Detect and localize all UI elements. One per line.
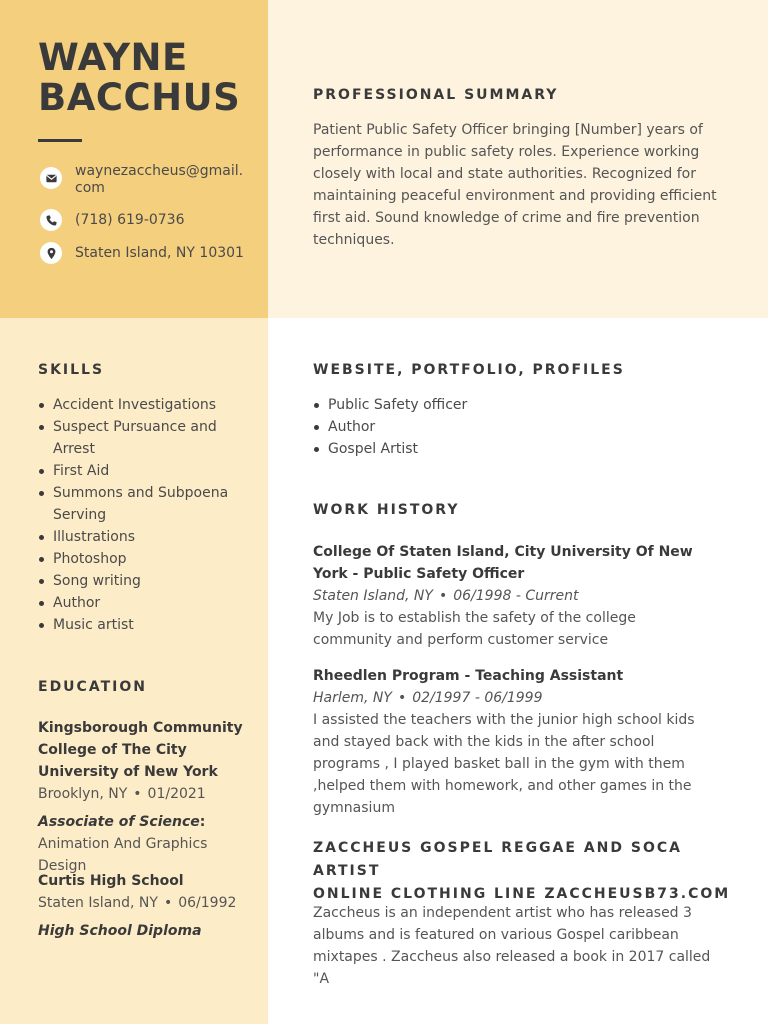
job-description: I assisted the teachers with the junior high school kids and stayed back with the kids in the after school programs , I played basket ball in the gym with them ,helped them with homework, and other games in the gymnasium <box>313 712 695 816</box>
phone-icon <box>40 209 62 231</box>
separator-dot: • <box>438 588 448 604</box>
summary-title: PROFESSIONAL SUMMARY <box>313 87 559 103</box>
skill-item: Song writing <box>38 570 238 592</box>
profile-item: Public Safety officer <box>313 394 723 416</box>
school-date: 06/1992 <box>178 895 237 911</box>
job-location-dates <box>313 687 723 709</box>
profile-item: Author <box>313 416 723 438</box>
school-date: 01/2021 <box>147 786 206 802</box>
skills-list <box>38 394 238 636</box>
skill-item: Suspect Pursuance and Arrest <box>38 416 238 460</box>
profile-item: Gospel Artist <box>313 438 723 460</box>
degree-line: Associate of Science: <box>38 814 206 830</box>
artist-title-line-2: ONLINE CLOTHING LINE ZACCHEUSB73.COM <box>313 886 731 902</box>
job-entry <box>313 665 723 819</box>
name-first: WAYNE <box>38 36 188 79</box>
school-location-date <box>38 783 260 805</box>
separator-dot: • <box>163 895 173 911</box>
skill-item: Photoshop <box>38 548 238 570</box>
school-location: Staten Island, NY <box>38 895 158 911</box>
contact-address <box>40 242 250 264</box>
candidate-name <box>38 38 258 118</box>
skill-item: Music artist <box>38 614 238 636</box>
artist-text: Zaccheus is an independent artist who has released 3 albums and is featured on various Gospel caribbean mixtapes . Zaccheus also released a book in 2017 called "A <box>313 905 711 987</box>
skill-item: Summons and Subpoena Serving <box>38 482 238 526</box>
education-title: EDUCATION <box>38 679 147 695</box>
email-icon <box>40 167 62 189</box>
degree: High School Diploma <box>38 923 202 939</box>
separator-dot: • <box>133 786 142 802</box>
artist-title <box>313 837 753 906</box>
profiles-list <box>313 394 723 460</box>
school-location: Brooklyn, NY <box>38 786 128 802</box>
job-entry <box>313 541 718 651</box>
summary-text: Patient Public Safety Officer bringing [Number] years of performance in public safety roles. Experience working closely with local and state authorities. Recognized for maintaining peaceful environment and providing efficient first aid. Sound knowledge of crime and fire prevention techniques. <box>313 122 717 248</box>
work-title: WORK HISTORY <box>313 502 460 518</box>
job-description: My Job is to establish the safety of the college community and perform customer service <box>313 610 636 648</box>
contact-email[interactable] <box>40 163 250 197</box>
degree-field: Animation And Graphics Design <box>38 836 208 874</box>
separator-dot: • <box>397 690 407 706</box>
skill-item: Illustrations <box>38 526 238 548</box>
skill-item: Author <box>38 592 238 614</box>
skill-item: Accident Investigations <box>38 394 238 416</box>
job-location-dates <box>313 585 718 607</box>
school-name: Curtis High School <box>38 873 184 889</box>
skill-item: First Aid <box>38 460 238 482</box>
name-divider <box>38 139 82 142</box>
job-dates: 06/1998 - Current <box>453 588 579 604</box>
email-text[interactable]: waynezaccheus@gmail.com <box>75 163 244 196</box>
artist-title-line-1: ZACCHEUS GOSPEL REGGAE AND SOCA ARTIST <box>313 840 682 879</box>
contact-phone[interactable] <box>40 209 250 231</box>
profiles-title: WEBSITE, PORTFOLIO, PROFILES <box>313 362 625 378</box>
job-location: Harlem, NY <box>313 690 392 706</box>
name-last: BACCHUS <box>38 76 241 119</box>
phone-text[interactable]: (718) 619-0736 <box>75 211 185 228</box>
degree: Associate of Science <box>38 814 200 830</box>
job-heading: College Of Staten Island, City University Of New York - Public Safety Officer <box>313 544 693 582</box>
job-location: Staten Island, NY <box>313 588 433 604</box>
education-entry <box>38 870 260 942</box>
school-location-date <box>38 892 260 914</box>
skills-title: SKILLS <box>38 362 105 378</box>
location-pin-icon <box>40 242 62 264</box>
education-entry <box>38 717 260 877</box>
job-heading: Rheedlen Program - Teaching Assistant <box>313 668 624 684</box>
job-dates: 02/1997 - 06/1999 <box>412 690 543 706</box>
address-text: Staten Island, NY 10301 <box>75 244 244 261</box>
school-name: Kingsborough Community College of The City University of New York <box>38 720 243 780</box>
